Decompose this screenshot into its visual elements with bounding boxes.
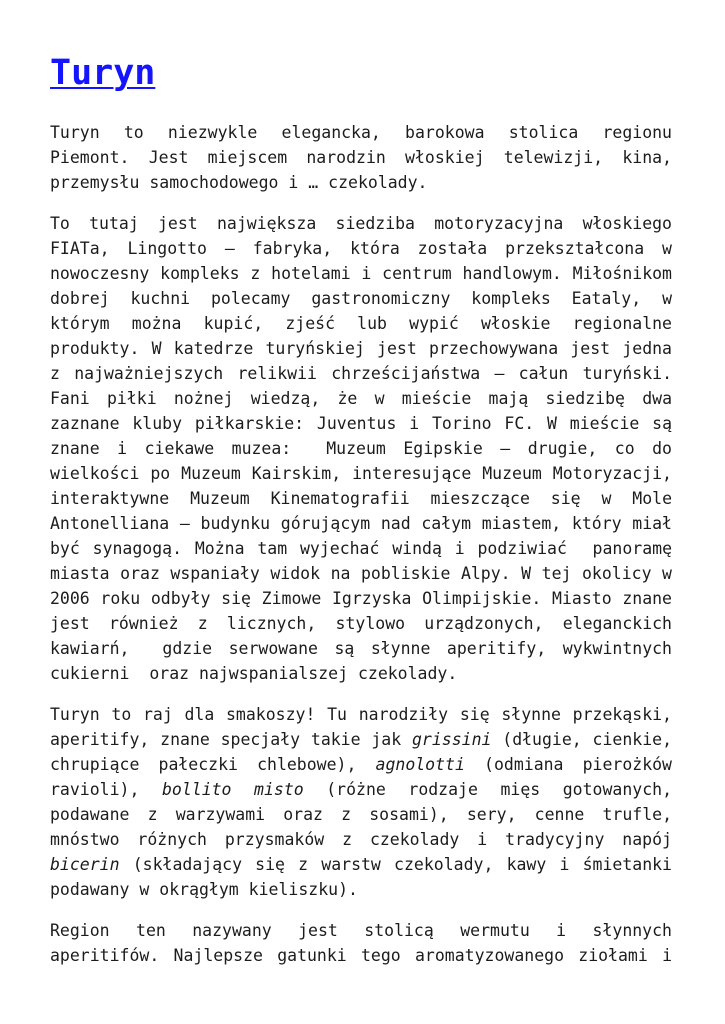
text-run: (odmiana pierożków ravioli), [50,755,682,799]
italic-text-run: agnolotti [375,755,465,774]
italic-text-run: grissini [411,730,492,749]
text-run: Turyn to niezwykle elegancka, barokowa stolica regionu Piemont. Jest miejscem narodzin włoskiej telewizji, kina, przemysłu samochodowego i … czekolady. [50,123,682,192]
text-run: (składający się z warstw czekolady, kawy i śmietanki podawany w okrągłym kieliszku). [50,855,682,899]
paragraph [50,918,682,968]
italic-text-run: bollito misto [161,780,304,799]
italic-text-run: bicerin [50,855,120,874]
text-run: Turyn to raj dla smakoszy! Tu narodziły się słynne przekąski, aperitify, znane specjały takie jak [50,705,682,749]
paragraph [50,120,682,195]
paragraph [50,211,682,686]
text-run: To tutaj jest największa siedziba motoryzacyjna włoskiego FIATa, Lingotto – fabryka, która została przekształcona w nowoczesny kompleks z hotelami i centrum handlowym. Miłośnikom dobrej kuchni polecamy gastronomiczny kompleks Eataly, w którym można kupić, zjeść lub wypić włoskie regionalne produkty. W katedrze turyńskiej jest przechowywana jest jedna z najważniejszych relikwii chrześcijaństwa – całun turyński. Fani piłki nożnej wiedzą, że w mieście mają siedzibę dwa zaznane kluby piłkarskie: Juventus i Torino FC. W mieście są znane i ciekawe muzea: Muzeum Egipskie – drugie, co do wielkości po Muzeum Kairskim, interesujące Muzeum Motoryzacji, interaktywne Muzeum Kinematografii mieszczące się w Mole Antonelliana – budynku górującym nad całym miastem, który miał być synagogą. Można tam wyjechać windą i podziwiać panoramę miasta oraz wspaniały widok na pobliskie Alpy. W tej okolicy w 2006 roku odbyły się Zimowe Igrzyska Olimpijskie. Miasto znane jest również z licznych, stylowo urządzonych, eleganckich kawiarń, gdzie serwowane są słynne aperitify, wykwintnych cukierni oraz najwspanialszej czekolady. [50,214,682,683]
paragraph [50,702,682,902]
text-run: (różne rodzaje mięs gotowanych, podawane z warzywami oraz z sosami), sery, cenne trufle, mnóstwo różnych przysmaków z czekolady i tradycyjny napój [50,780,682,849]
document-title-link[interactable]: Turyn [50,53,156,93]
document-body [50,120,682,968]
text-run: (długie, cienkie, chrupiące pałeczki chlebowe), [50,730,682,774]
text-run: Region ten nazywany jest stolicą wermutu i słynnych aperitifów. Najlepsze gatunki tego aromatyzowanego ziołami i [50,921,682,965]
